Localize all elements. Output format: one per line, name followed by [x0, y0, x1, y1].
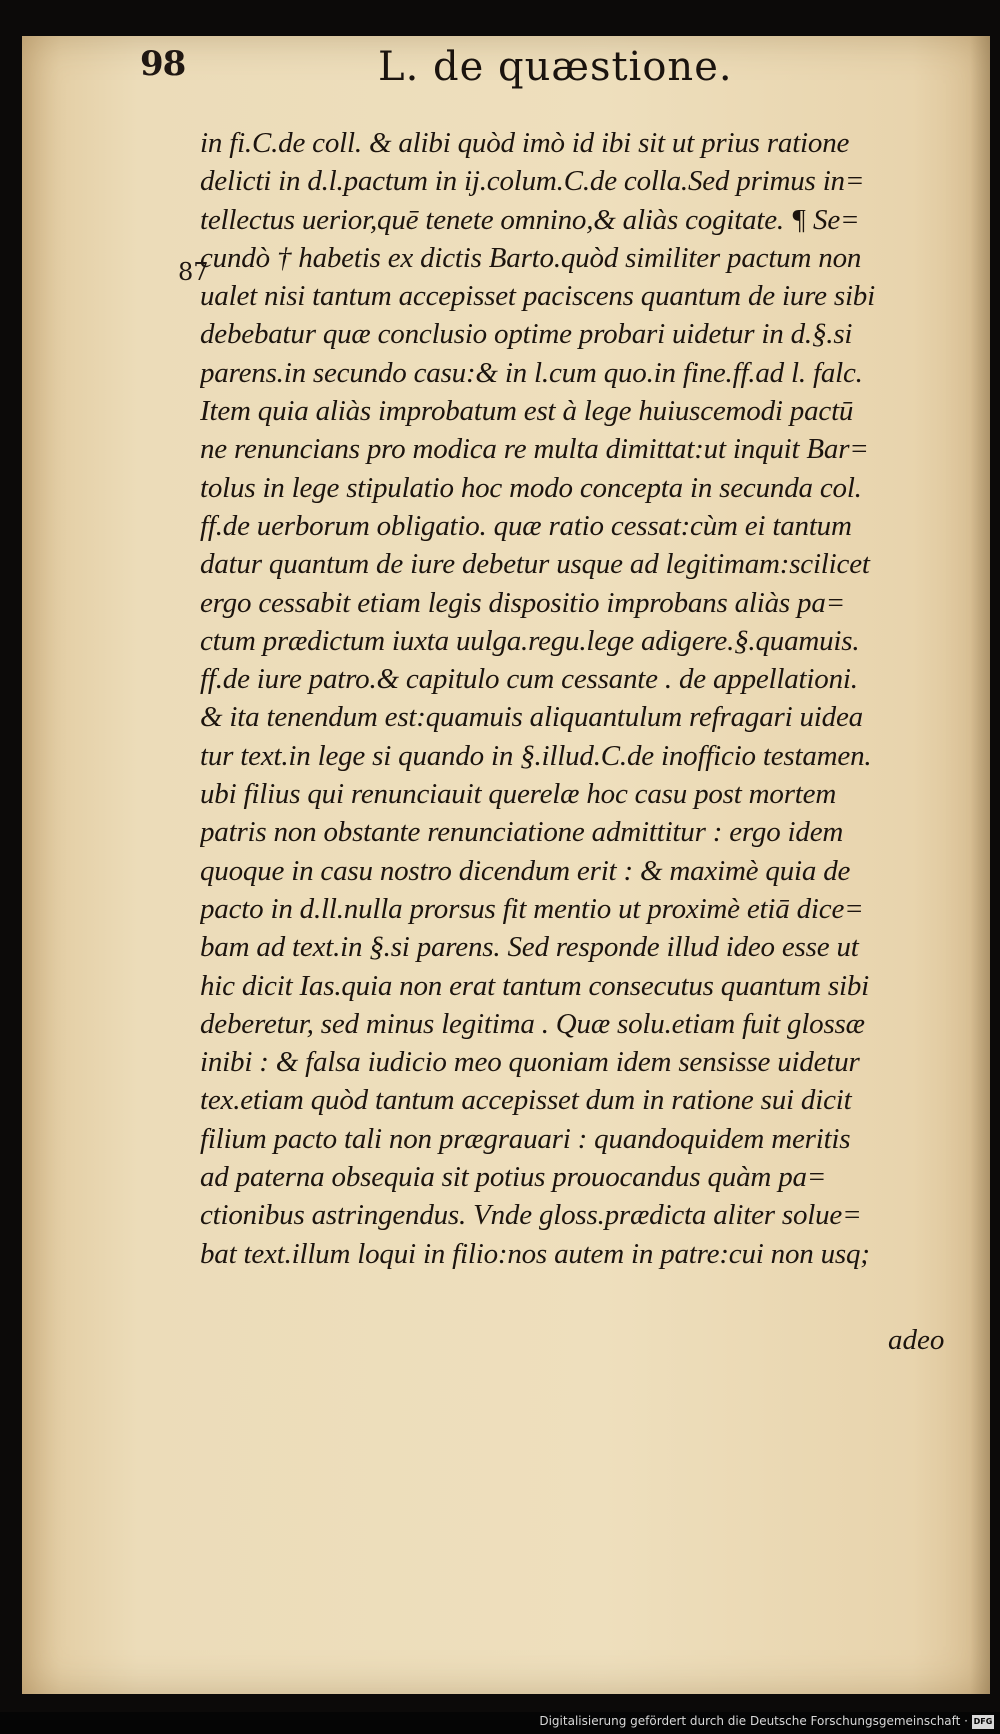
text-line: ualet nisi tantum accepisset paciscens quantum de iure sibi — [200, 280, 875, 313]
text-line: Item quia aliàs improbatum est à lege huiuscemodi pactū — [200, 395, 854, 428]
text-line: filium pacto tali non prægrauari : quandoquidem meritis — [200, 1122, 851, 1155]
page-edge-shadow — [970, 36, 990, 1694]
text-line: ad paterna obsequia sit potius prouocandus quàm pa= — [200, 1161, 827, 1194]
text-line: datur quantum de iure debetur usque ad legitimam:scilicet — [200, 548, 870, 581]
margin-note: 87 — [178, 258, 209, 286]
text-line: bat text.illum loqui in filio:nos autem in patre:cui non usq; — [200, 1237, 870, 1270]
dfg-logo: DFG — [972, 1715, 994, 1729]
text-line: patris non obstante renunciatione admittitur : ergo idem — [200, 816, 844, 849]
text-line: tellectus uerior,quē tenete omnino,& aliàs cogitate. ¶ Se= — [200, 203, 860, 236]
page-number: 98 — [140, 44, 186, 84]
footer-credit: Digitalisierung gefördert durch die Deutsche Forschungsgemeinschaft · — [539, 1714, 968, 1728]
text-line: tolus in lege stipulatio hoc modo concepta in secunda col. — [200, 471, 862, 504]
text-line: tur text.in lege si quando in §.illud.C.de inofficio testamen. — [200, 739, 872, 772]
text-line: ctum prædictum iuxta uulga.regu.lege adigere.§.quamuis. — [200, 624, 860, 657]
text-line: debebatur quæ conclusio optime probari uidetur in d.§.si — [200, 318, 853, 351]
text-line: ctionibus astringendus. Vnde gloss.prædicta aliter solue= — [200, 1199, 862, 1232]
text-line: cundò † habetis ex dictis Barto.quòd similiter pactum non — [200, 241, 862, 274]
text-line: parens.in secundo casu:& in l.cum quo.in fine.ff.ad l. falc. — [200, 356, 863, 389]
text-line: ff.de iure patro.& capitulo cum cessante . de appellationi. — [200, 663, 858, 696]
text-line: ubi filius qui renunciauit querelæ hoc casu post mortem — [200, 778, 837, 811]
text-line: in fi.C.de coll. & alibi quòd imò id ibi sit ut prius ratione — [200, 127, 850, 159]
text-line: pacto in d.ll.nulla prorsus fit mentio ut proximè etiā dice= — [200, 892, 864, 925]
text-line: ff.de uerborum obligatio. quæ ratio cessat:cùm ei tantum — [200, 509, 852, 542]
text-line: ergo cessabit etiam legis dispositio improbans aliàs pa= — [200, 586, 846, 619]
catchword: adeo — [888, 1324, 945, 1356]
text-line: deberetur, sed minus legitima . Quæ solu.etiam fuit glossæ — [200, 1007, 865, 1040]
digitization-footer — [0, 1712, 1000, 1734]
text-line: hic dicit Ias.quia non erat tantum consecutus quantum sibi — [200, 969, 870, 1002]
text-line: inibi : & falsa iudicio meo quoniam idem sensisse uidetur — [200, 1046, 860, 1079]
text-line: quoque in casu nostro dicendum erit : & maximè quia de — [200, 854, 851, 887]
body-text — [200, 124, 940, 1273]
text-line: bam ad text.in §.si parens. Sed responde illud ideo esse ut — [200, 931, 859, 964]
text-line: tex.etiam quòd tantum accepisset dum in ratione sui dicit — [200, 1084, 852, 1117]
text-line: ne renuncians pro modica re multa dimittat:ut inquit Bar= — [200, 433, 869, 466]
running-head: L. de quæstione. — [378, 44, 733, 90]
text-line: delicti in d.l.pactum in ij.colum.C.de colla.Sed primus in= — [200, 165, 865, 198]
text-line: & ita tenendum est:quamuis aliquantulum refragari uidea — [200, 701, 863, 734]
